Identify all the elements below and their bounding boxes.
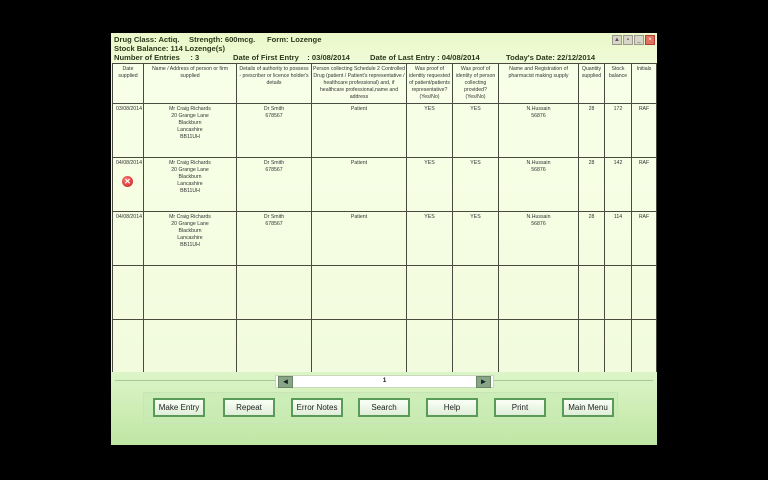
search-button[interactable]: Search bbox=[358, 398, 410, 417]
col-authority: Details of authority to possess - prescriber or licence holder's details bbox=[237, 64, 312, 104]
make-entry-button[interactable]: Make Entry bbox=[153, 398, 205, 417]
address-line: Lancashire bbox=[177, 235, 203, 241]
pharmacist-reg: 56876 bbox=[531, 221, 546, 227]
form: Form: Lozenge bbox=[267, 35, 322, 44]
action-bar bbox=[143, 392, 618, 424]
date-first-entry: Date of First Entry : 03/08/2014 bbox=[233, 53, 350, 62]
col-date-supplied: Date supplied bbox=[113, 64, 144, 104]
main-menu-button[interactable]: Main Menu bbox=[562, 398, 614, 417]
prescriber: Dr Smith bbox=[263, 214, 285, 220]
register-table-container bbox=[112, 63, 656, 401]
cell-proof-provided: YES bbox=[453, 158, 499, 212]
table-row[interactable] bbox=[113, 158, 657, 212]
date-last-entry: Date of Last Entry : 04/08/2014 bbox=[370, 53, 480, 62]
address-line: BB11UH bbox=[180, 188, 200, 194]
address-line: Blackburn bbox=[178, 228, 202, 234]
register-header bbox=[111, 33, 657, 63]
col-proof-provided: Was proof of identity of person collecting provided? (Yes/No) bbox=[453, 64, 499, 104]
pharmacist-name: N.Hussain bbox=[526, 214, 551, 220]
cell-initials: RAF bbox=[632, 158, 657, 212]
address-line: 20 Grange Lane bbox=[171, 221, 209, 227]
cell-initials: RAF bbox=[632, 212, 657, 266]
cell-authority bbox=[237, 104, 312, 158]
address-line: BB11UH bbox=[180, 134, 200, 140]
date-value: 04/08/2014 bbox=[116, 160, 142, 166]
cell-pharmacist bbox=[499, 104, 579, 158]
pharmacist-name: N.Hussain bbox=[526, 106, 551, 112]
cell-date bbox=[113, 158, 144, 212]
next-page-button[interactable]: ► bbox=[476, 376, 491, 388]
number-of-entries: Number of Entries : 3 bbox=[114, 53, 200, 62]
register-table bbox=[112, 63, 657, 374]
cell-date: 03/08/2014 bbox=[113, 104, 144, 158]
table-header-row bbox=[113, 64, 657, 104]
table-row[interactable] bbox=[113, 212, 657, 266]
cell-initials: RAF bbox=[632, 104, 657, 158]
pharmacist-reg: 56876 bbox=[531, 167, 546, 173]
help-button[interactable]: Help bbox=[426, 398, 478, 417]
cell-balance: 114 bbox=[605, 212, 632, 266]
prescriber-id: 678567 bbox=[265, 221, 283, 227]
print-button[interactable]: Print bbox=[494, 398, 546, 417]
empty-row bbox=[113, 320, 657, 374]
prescriber: Dr Smith bbox=[263, 160, 285, 166]
cell-collector: Patient bbox=[312, 104, 407, 158]
cell-proof-requested: YES bbox=[407, 158, 453, 212]
cell-collector: Patient bbox=[312, 158, 407, 212]
strength: Strength: 600mcg. bbox=[189, 35, 256, 44]
col-initials: Initials bbox=[632, 64, 657, 104]
address-line: Lancashire bbox=[177, 127, 203, 133]
col-stock-balance: Stock balance bbox=[605, 64, 632, 104]
col-person-collecting: Person collecting Schedule 2 Controlled Drug (patient / Patient's representative / healthcare professional) and, if healthcare professional,name and address bbox=[312, 64, 407, 104]
cell-balance: 142 bbox=[605, 158, 632, 212]
cell-authority bbox=[237, 158, 312, 212]
error-icon[interactable]: ✕ bbox=[122, 176, 133, 187]
address-line: Blackburn bbox=[178, 174, 202, 180]
pharmacist-name: N.Hussain bbox=[526, 160, 551, 166]
cell-quantity: 28 bbox=[579, 104, 605, 158]
drug-class: Drug Class: Actiq. bbox=[114, 35, 180, 44]
cell-pharmacist bbox=[499, 212, 579, 266]
cell-collector: Patient bbox=[312, 212, 407, 266]
minimize-icon[interactable]: _ bbox=[634, 35, 644, 45]
col-pharmacist: Name and Registration of pharmacist making supply bbox=[499, 64, 579, 104]
pharmacist-reg: 56876 bbox=[531, 113, 546, 119]
col-proof-requested: Was proof of identity requested of patient/patients representative? (Yes/No) bbox=[407, 64, 453, 104]
empty-row bbox=[113, 266, 657, 320]
restore-icon[interactable]: ▪ bbox=[623, 35, 633, 45]
footer-panel bbox=[111, 372, 657, 445]
stock-balance: Stock Balance: 114 Lozenge(s) bbox=[114, 44, 225, 53]
cell-proof-requested: YES bbox=[407, 104, 453, 158]
cell-proof-provided: YES bbox=[453, 212, 499, 266]
address-line: 20 Grange Lane bbox=[171, 167, 209, 173]
repeat-button[interactable]: Repeat bbox=[223, 398, 275, 417]
cell-name-address bbox=[144, 104, 237, 158]
page-number: 1 bbox=[382, 377, 387, 384]
name: Mr Craig Richards bbox=[169, 160, 211, 166]
col-name-address: Name / Address of person or firm supplied bbox=[144, 64, 237, 104]
window-controls bbox=[612, 35, 655, 45]
cell-proof-requested: YES bbox=[407, 212, 453, 266]
table-row[interactable] bbox=[113, 104, 657, 158]
cell-name-address bbox=[144, 158, 237, 212]
print-icon[interactable]: ▲ bbox=[612, 35, 622, 45]
register-window bbox=[111, 33, 657, 445]
prescriber-id: 678567 bbox=[265, 113, 283, 119]
prescriber: Dr Smith bbox=[263, 106, 285, 112]
prescriber-id: 678567 bbox=[265, 167, 283, 173]
address-line: 20 Grange Lane bbox=[171, 113, 209, 119]
cell-balance: 172 bbox=[605, 104, 632, 158]
cell-proof-provided: YES bbox=[453, 104, 499, 158]
cell-pharmacist bbox=[499, 158, 579, 212]
error-notes-button[interactable]: Error Notes bbox=[291, 398, 343, 417]
cell-date: 04/08/2014 bbox=[113, 212, 144, 266]
cell-quantity: 28 bbox=[579, 158, 605, 212]
address-line: Lancashire bbox=[177, 181, 203, 187]
close-icon[interactable]: × bbox=[645, 35, 655, 45]
todays-date: Today's Date: 22/12/2014 bbox=[506, 53, 596, 62]
cell-authority bbox=[237, 212, 312, 266]
pager bbox=[275, 375, 494, 388]
col-quantity: Quantity supplied bbox=[579, 64, 605, 104]
name: Mr Craig Richards bbox=[169, 214, 211, 220]
cell-name-address bbox=[144, 212, 237, 266]
name: Mr Craig Richards bbox=[169, 106, 211, 112]
prev-page-button[interactable]: ◄ bbox=[278, 376, 293, 388]
cell-quantity: 28 bbox=[579, 212, 605, 266]
address-line: Blackburn bbox=[178, 120, 202, 126]
address-line: BB11UH bbox=[180, 242, 200, 248]
